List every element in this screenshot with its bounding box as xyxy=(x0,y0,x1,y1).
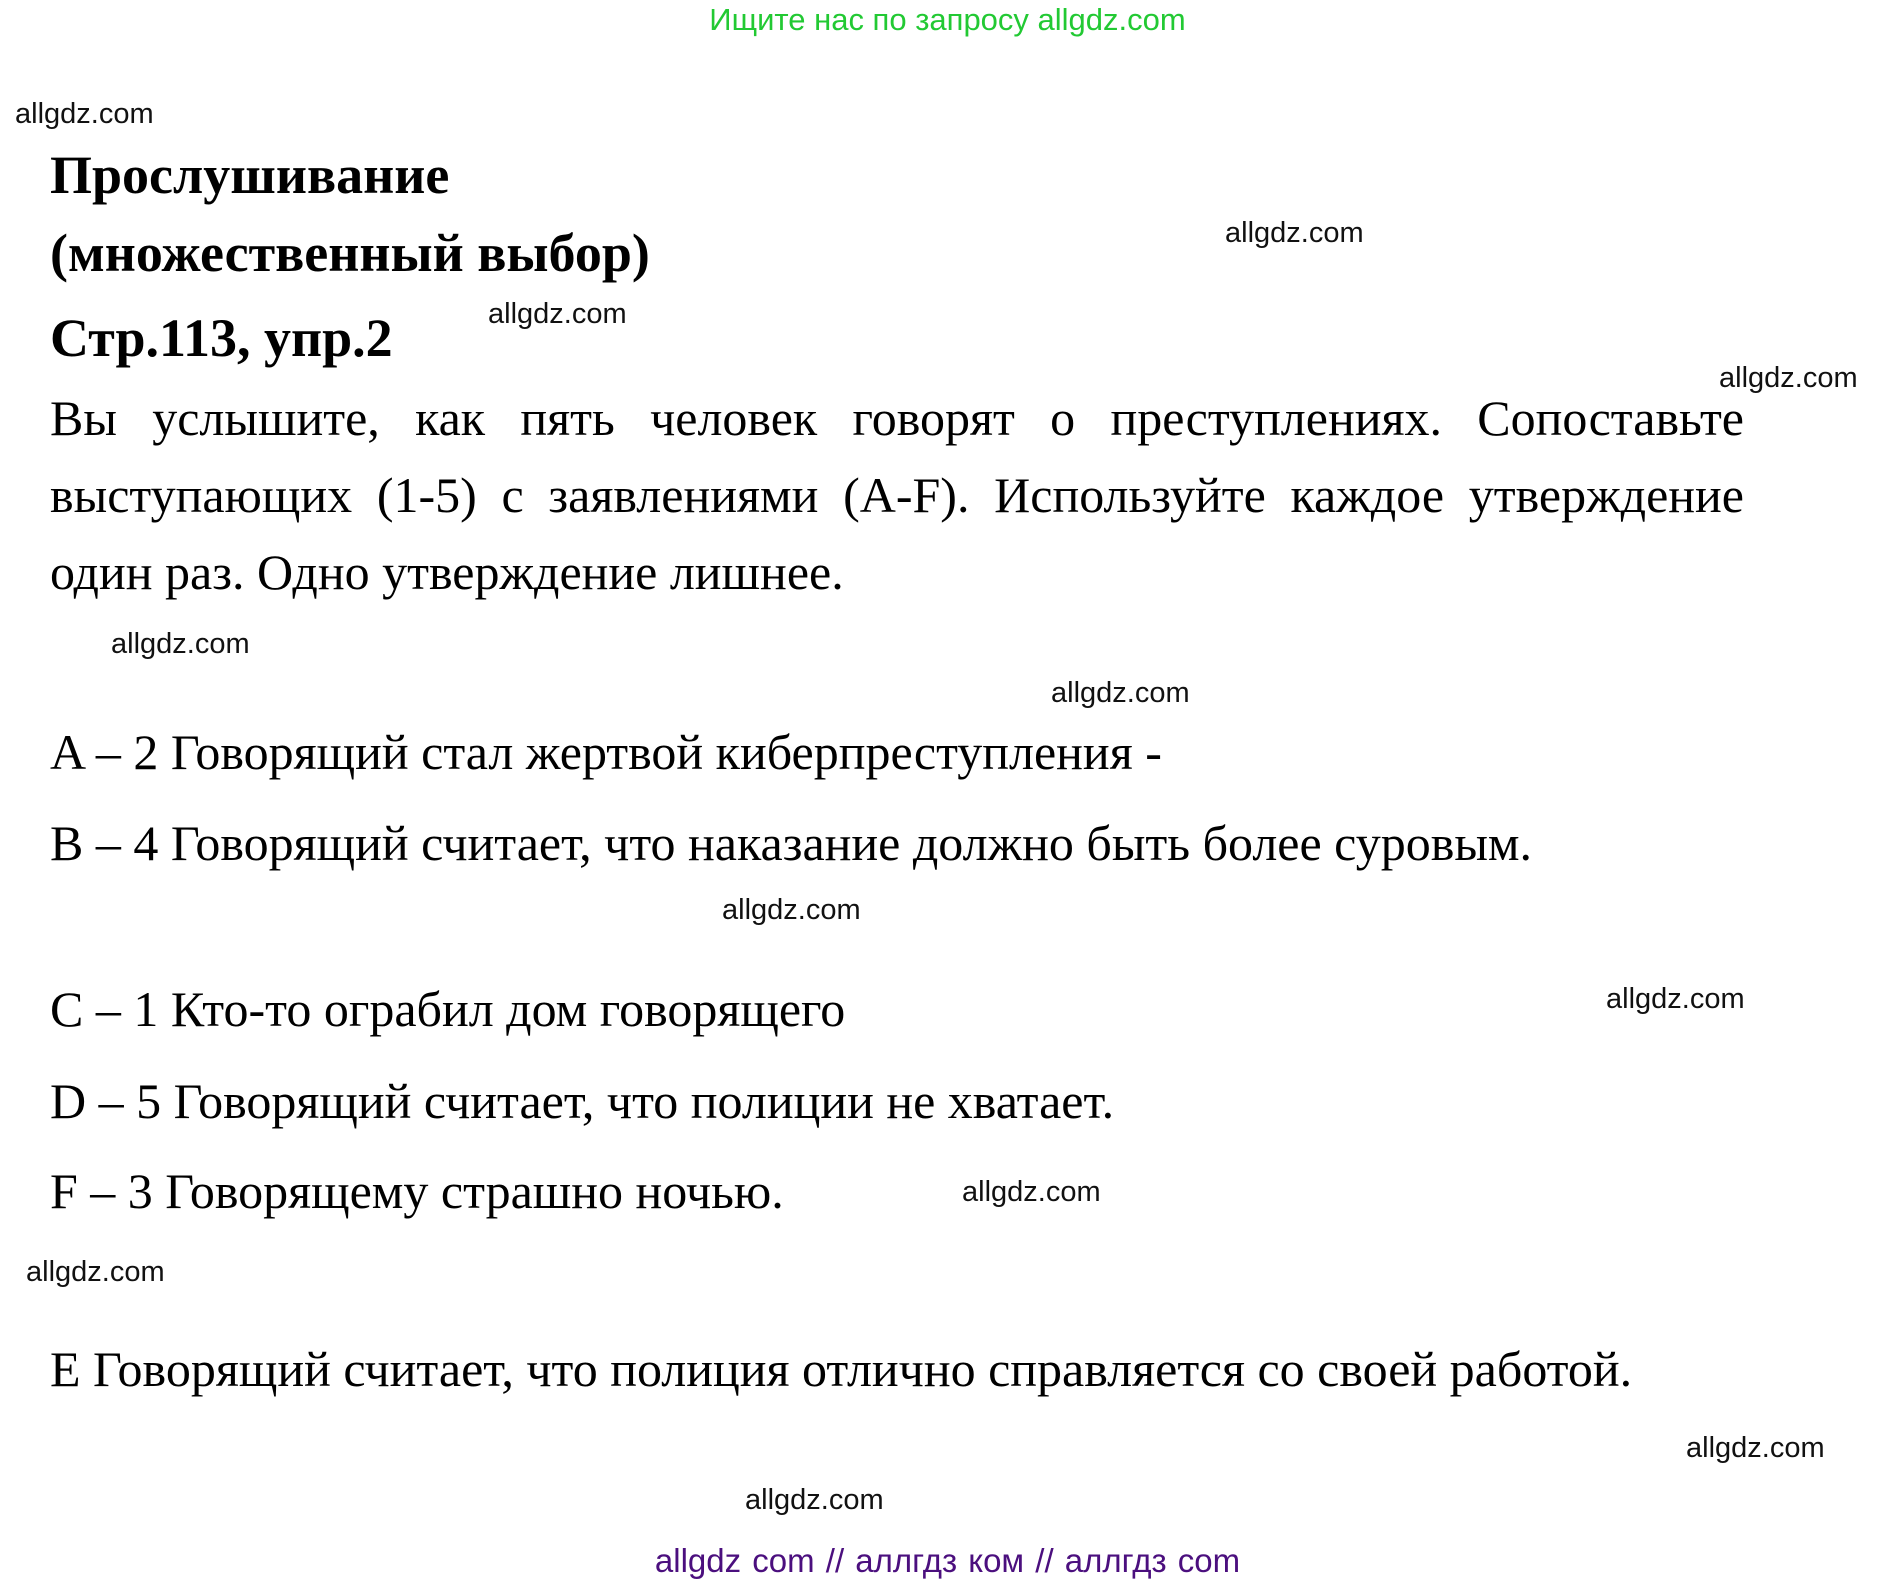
answer-c: C – 1 Кто-то ограбил дом говорящего xyxy=(50,981,846,1037)
footer-links[interactable]: allgdz com // аллгдз ком // аллгдз com xyxy=(654,1542,1241,1579)
answer-a: A – 2 Говорящий стал жертвой киберпреступления - xyxy=(50,724,1162,780)
watermark: allgdz.com xyxy=(111,628,250,660)
watermark: allgdz.com xyxy=(1051,677,1190,709)
watermark: allgdz.com xyxy=(26,1256,165,1288)
watermark: allgdz.com xyxy=(745,1484,884,1516)
watermark: allgdz.com xyxy=(1606,983,1745,1015)
answer-b: B – 4 Говорящий считает, что наказание должно быть более суровым. xyxy=(50,815,1533,871)
search-hint-link[interactable]: Ищите нас по запросу allgdz.com xyxy=(709,2,1186,37)
watermark: allgdz.com xyxy=(1719,362,1858,394)
watermark: allgdz.com xyxy=(722,894,861,926)
watermark: allgdz.com xyxy=(962,1176,1101,1208)
section-subtitle: (множественный выбор) xyxy=(50,223,650,283)
section-title: Прослушивание xyxy=(50,145,450,205)
watermark: allgdz.com xyxy=(1686,1432,1825,1464)
answer-f: F – 3 Говорящему страшно ночью. xyxy=(50,1163,784,1219)
instructions-paragraph: Вы услышите, как пять человек говорят о преступлениях. Сопоставьте выступающих (1-5) с заявлениями (A-F). Используйте каждое утверждение один раз. Одно утверждение лишнее. xyxy=(50,390,1744,600)
answer-d: D – 5 Говорящий считает, что полиции не хватает. xyxy=(50,1073,1115,1129)
exercise-reference: Стр.113, упр.2 xyxy=(50,308,393,368)
extra-statement-e: E Говорящий считает, что полиция отлично справляется со своей работой. xyxy=(50,1341,1633,1397)
watermark: allgdz.com xyxy=(488,298,627,330)
watermark: allgdz.com xyxy=(15,98,154,130)
watermark: allgdz.com xyxy=(1225,217,1364,249)
